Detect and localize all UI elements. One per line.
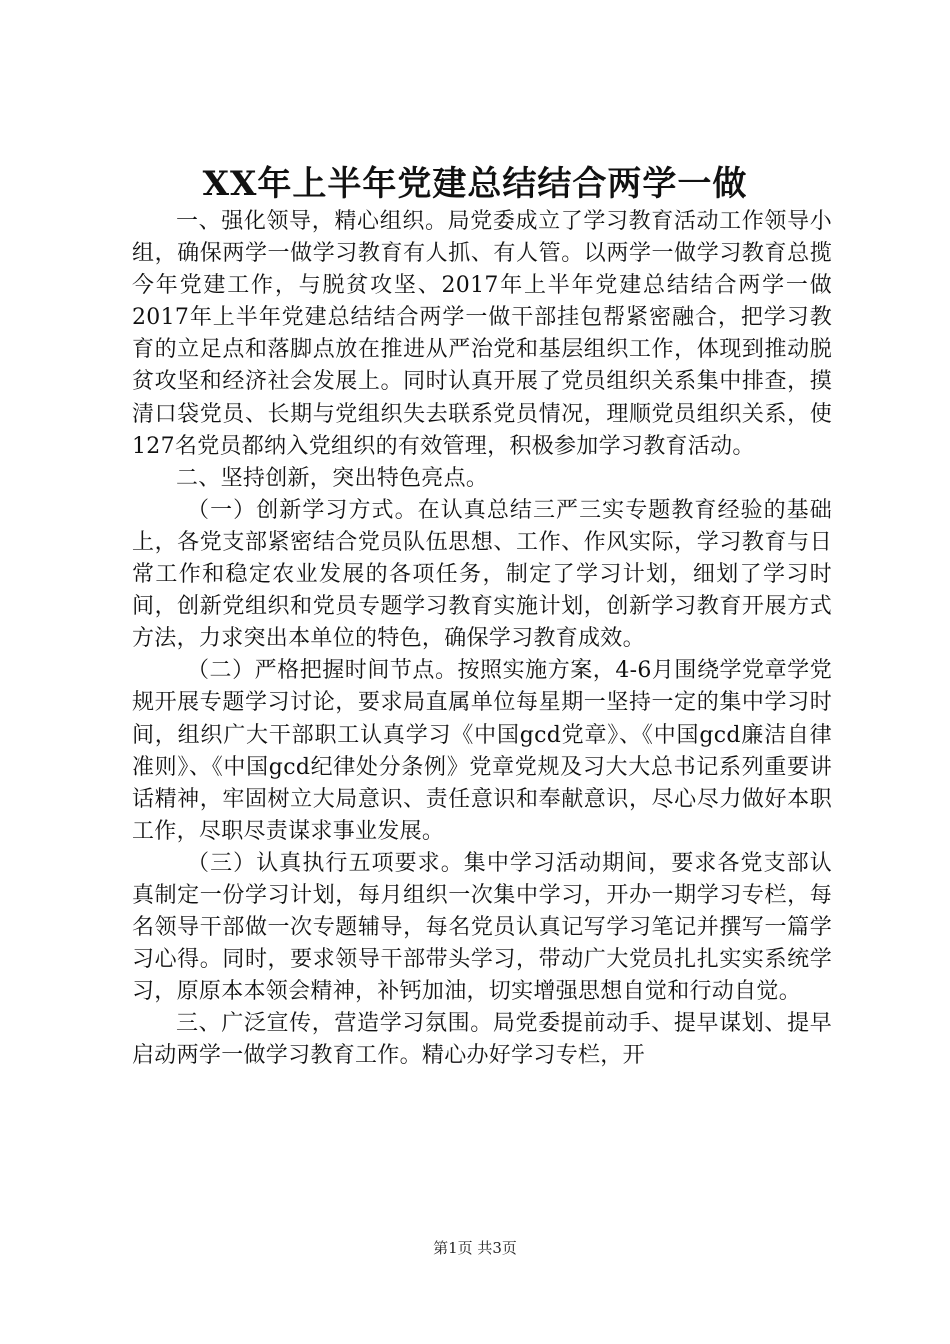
paragraph-2: 二、坚持创新，突出特色亮点。 xyxy=(176,465,489,491)
document-title: XX年上半年党建总结结合两学一做 xyxy=(202,164,748,204)
paragraph-5: （三）认真执行五项要求。集中学习活动期间，要求各党支部认真制定一份学习计划，每月组织一次集中学习，开办一期学习专栏，每名领导干部做一次专题辅导，每名党员认真记写学习笔记并撰写一篇学习心得。同时，要求领导干部带头学习，带动广大党员扎扎实实系统学习，原原本本领会精神，补钙加油，切实增强思想自觉和行动自觉。 xyxy=(132,850,832,1005)
paragraph-3: （一）创新学习方式。在认真总结三严三实专题教育经验的基础上，各党支部紧密结合党员队伍思想、工作、作风实际，学习教育与日常工作和稳定农业发展的各项任务，制定了学习计划，细划了学习时间，创新党组织和党员专题学习教育实施计划，创新学习教育开展方式方法，力求突出本单位的特色，确保学习教育成效。 xyxy=(132,497,832,652)
paragraph-1: 一、强化领导，精心组织。局党委成立了学习教育活动工作领导小组，确保两学一做学习教育有人抓、有人管。以两学一做学习教育总揽今年党建工作，与脱贫攻坚、2017年上半年党建总结结合两学一做2017年上半年党建总结结合两学一做干部挂包帮紧密融合，把学习教育的立足点和落脚点放在推进从严治党和基层组织工作，体现到推动脱贫攻坚和经济社会发展上。同时认真开展了党员组织关系集中排查，摸清口袋党员、长期与党组织失去联系党员情况，理顺党员组织关系，使127名党员都纳入党组织的有效管理，积极参加学习教育活动。 xyxy=(132,209,832,459)
page-number-footer: 第1页 共3页 xyxy=(433,1239,517,1257)
paragraph-4: （二）严格把握时间节点。按照实施方案，4-6月围绕学党章学党规开展专题学习讨论，要求局直属单位每星期一坚持一定的集中学习时间，组织广大干部职工认真学习《中国gcd党章》、《中国gcd廉洁自律准则》、《中国gcd纪律处分条例》党章党规及习大大总书记系列重要讲话精神，牢固树立大局意识、责任意识和奉献意识，尽心尽力做好本职工作，尽职尽责谋求事业发展。 xyxy=(132,658,832,844)
paragraph-6: 三、广泛宣传，营造学习氛围。局党委提前动手、提早谋划、提早启动两学一做学习教育工作。精心办好学习专栏，开 xyxy=(132,1011,832,1069)
document-body xyxy=(132,206,832,1073)
